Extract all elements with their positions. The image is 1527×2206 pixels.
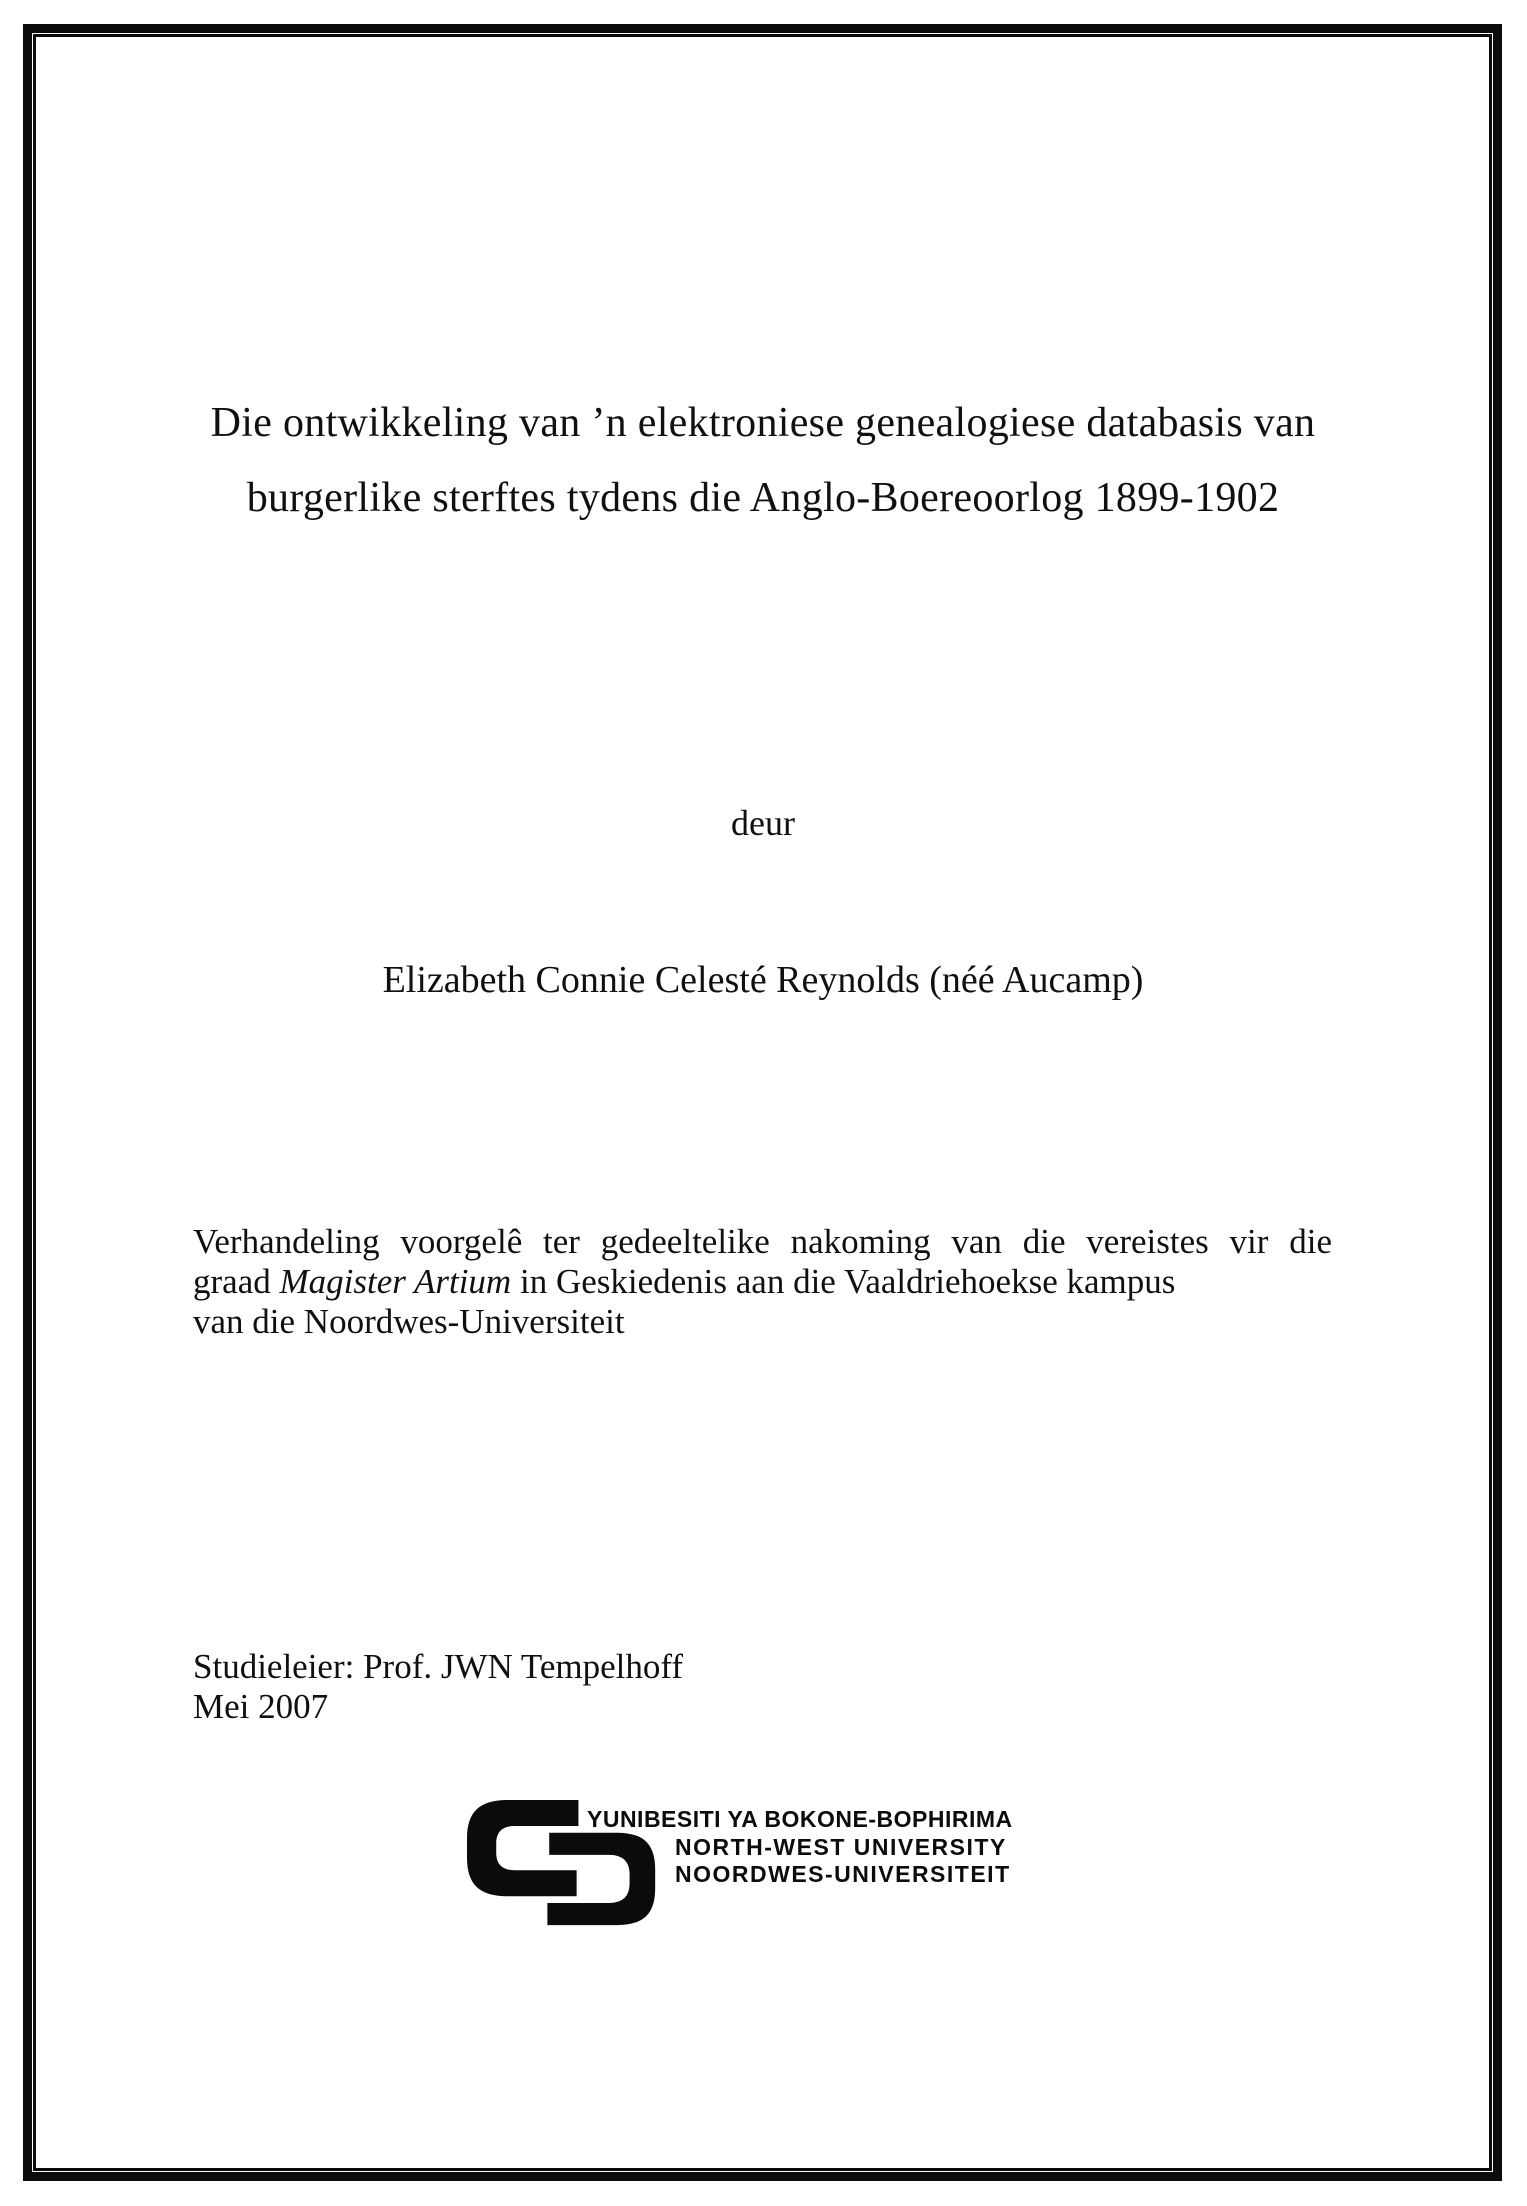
description-line-1: Verhandeling voorgelê ter gedeeltelike nakoming van die vereistes vir die [193,1222,1332,1261]
logo-text-afrikaans: NOORDWES-UNIVERSITEIT [675,1861,1011,1887]
title-line-2: burgerlike sterftes tydens die Anglo-Boereoorlog 1899-1902 [246,475,1280,521]
thesis-description [193,1222,1332,1342]
title-line-1: Die ontwikkeling van ’n elektroniese genealogiese databasis van [210,400,1316,446]
byline-deur: deur [731,803,795,843]
supervisor-block [193,1647,683,1727]
university-logo-text [587,1806,1013,1889]
supervisor-line: Studieleier: Prof. JWN Tempelhoff [193,1647,684,1686]
university-logo [467,1800,1127,1935]
author-name: Elizabeth Connie Celesté Reynolds (néé Aucamp) [382,959,1144,1001]
description-line-2-suffix: in Geskiedenis aan die Vaaldriehoekse kampus [511,1262,1176,1301]
date-line: Mei 2007 [193,1687,329,1726]
degree-name-italic: Magister Artium [279,1262,512,1301]
description-line-3: van die Noordwes-Universiteit [193,1302,625,1341]
description-line-2 [193,1262,1332,1302]
logo-text-english: NORTH-WEST UNIVERSITY [675,1833,1007,1860]
thesis-title [163,386,1363,536]
description-line-2-prefix: graad [193,1262,280,1301]
logo-text-setswana: YUNIBESITI YA BOKONE-BOPHIRIMA [587,1806,1013,1832]
